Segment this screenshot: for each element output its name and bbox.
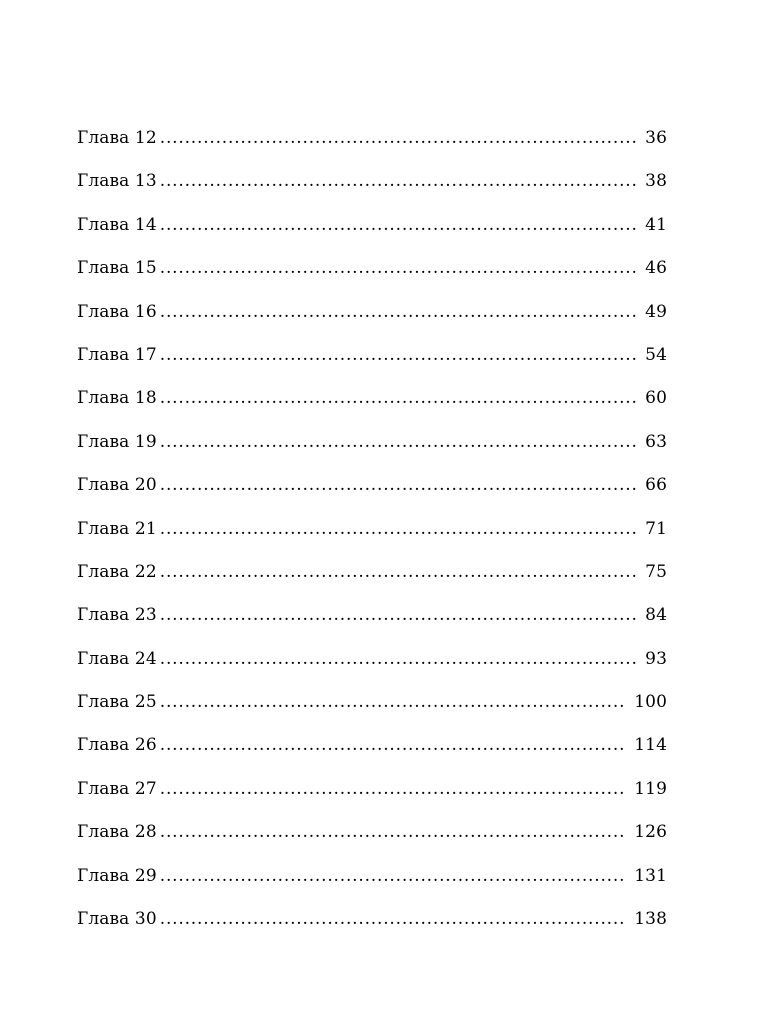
toc-entry-title: Глава 14 [77,214,157,235]
toc-dot-leader [160,772,627,806]
toc-entry-title: Глава 19 [77,431,157,452]
toc-entry-chapter-17[interactable] [77,338,667,381]
toc-entry-title: Глава 28 [77,822,157,843]
toc-entry-page-number: 114 [634,735,667,756]
toc-entry-chapter-12[interactable] [77,121,667,164]
toc-entry-chapter-29[interactable] [77,859,667,902]
toc-entry-chapter-30[interactable] [77,902,667,945]
toc-entry-page-number: 49 [645,301,667,322]
toc-entry-page-number: 138 [634,909,667,930]
toc-dot-leader [160,598,637,632]
toc-entry-chapter-24[interactable] [77,642,667,685]
toc-entry-title: Глава 24 [77,648,157,669]
toc-entry-chapter-28[interactable] [77,815,667,858]
toc-entry-title: Глава 12 [77,128,157,148]
toc-dot-leader [160,381,637,415]
toc-entry-title: Глава 15 [77,258,157,279]
toc-entry-title: Глава 13 [77,171,157,192]
toc-entry-page-number: 119 [634,778,667,799]
toc-dot-leader [160,642,637,676]
table-of-contents [77,121,667,945]
toc-entry-chapter-27[interactable] [77,772,667,815]
toc-entry-chapter-23[interactable] [77,598,667,641]
toc-entry-page-number: 75 [645,561,667,582]
toc-dot-leader [160,338,637,372]
toc-entry-chapter-16[interactable] [77,295,667,338]
toc-entry-title: Глава 18 [77,388,157,409]
toc-dot-leader [160,295,637,329]
toc-entry-page-number: 36 [645,128,667,148]
toc-entry-title: Глава 20 [77,475,157,496]
toc-dot-leader [160,164,637,198]
toc-entry-page-number: 131 [634,865,667,886]
toc-entry-title: Глава 30 [77,909,157,930]
toc-entry-chapter-21[interactable] [77,512,667,555]
toc-entry-page-number: 60 [645,388,667,409]
toc-entry-chapter-19[interactable] [77,425,667,468]
toc-dot-leader [160,815,627,849]
toc-entry-title: Глава 23 [77,605,157,626]
toc-entry-title: Глава 16 [77,301,157,322]
toc-entry-title: Глава 21 [77,518,157,539]
toc-entry-chapter-13[interactable] [77,164,667,207]
toc-entry-title: Глава 22 [77,561,157,582]
toc-dot-leader [160,468,637,502]
toc-entry-page-number: 66 [645,475,667,496]
toc-entry-page-number: 54 [645,344,667,365]
toc-entry-chapter-18[interactable] [77,381,667,424]
toc-entry-page-number: 126 [634,822,667,843]
toc-entry-chapter-20[interactable] [77,468,667,511]
toc-dot-leader [160,251,637,285]
toc-entry-title: Глава 26 [77,735,157,756]
toc-dot-leader [160,685,627,719]
toc-entry-title: Глава 27 [77,778,157,799]
toc-entry-chapter-26[interactable] [77,728,667,771]
toc-entry-page-number: 41 [645,214,667,235]
toc-dot-leader [160,728,627,762]
toc-entry-chapter-25[interactable] [77,685,667,728]
toc-dot-leader [160,555,637,589]
toc-entry-title: Глава 29 [77,865,157,886]
toc-entry-page-number: 93 [645,648,667,669]
toc-entry-page-number: 38 [645,171,667,192]
toc-dot-leader [160,859,627,893]
toc-dot-leader [160,208,637,242]
toc-dot-leader [160,121,637,155]
toc-entry-page-number: 84 [645,605,667,626]
toc-entry-page-number: 71 [645,518,667,539]
toc-entry-title: Глава 25 [77,692,157,713]
toc-dot-leader [160,425,637,459]
toc-entry-title: Глава 17 [77,344,157,365]
toc-entry-chapter-22[interactable] [77,555,667,598]
toc-entry-chapter-14[interactable] [77,208,667,251]
toc-dot-leader [160,902,627,936]
toc-entry-page-number: 100 [634,692,667,713]
toc-entry-chapter-15[interactable] [77,251,667,294]
toc-entry-page-number: 46 [645,258,667,279]
toc-dot-leader [160,512,637,546]
toc-entry-page-number: 63 [645,431,667,452]
